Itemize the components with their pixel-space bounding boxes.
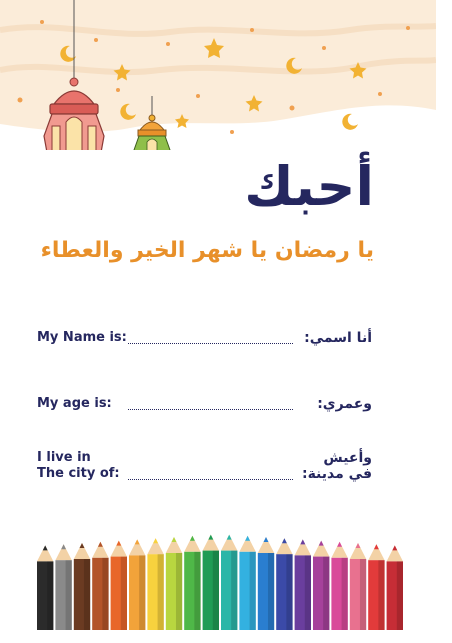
city-label-ar-line1: وأعيش [323,450,372,466]
pencil [129,539,145,630]
city-label-en-line1: I live in [37,450,91,465]
pencil [350,543,366,630]
age-label-en: My age is: [37,396,112,411]
pencil [258,537,274,630]
pencil [111,541,127,630]
name-label-en: My Name is: [37,330,127,345]
pencil [184,536,200,630]
pencil [221,535,237,630]
pencil [368,544,384,630]
pencil [387,545,403,630]
page-subtitle: يا رمضان يا شهر الخير والعطاء [40,238,374,263]
age-fill-line[interactable] [128,408,293,410]
pencil [55,544,71,630]
age-label-ar: وعمري: [317,396,372,412]
colored-pencils-illustration [36,528,404,630]
city-label-ar-line2: في مدينة: [301,466,372,482]
pencil [313,541,329,630]
pencil [92,542,108,630]
pencil [239,536,255,630]
pencil [331,542,347,630]
pencil [276,538,292,630]
page-title: أحبك [244,155,374,218]
name-label-ar: أنا اسمي: [304,330,372,346]
name-fill-line[interactable] [128,342,293,344]
ramadan-banner [0,0,436,150]
pencil [74,543,90,630]
pencil [203,535,219,630]
pencil [37,545,53,630]
pencil [147,538,163,630]
city-label-en-line2: The city of: [37,466,120,481]
city-fill-line[interactable] [128,478,293,480]
pencil [166,537,182,630]
pencil [295,539,311,630]
